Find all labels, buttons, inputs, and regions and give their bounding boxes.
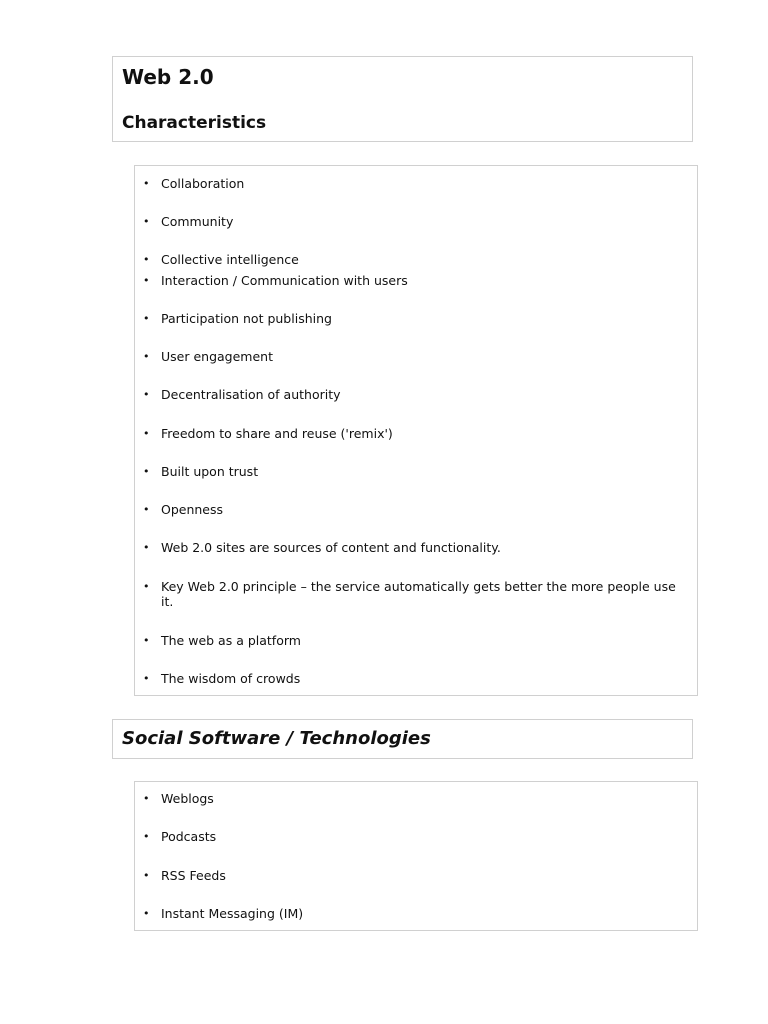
list-item: • Openness <box>143 502 224 517</box>
bullet-icon: • <box>143 503 150 516</box>
bullet-icon: • <box>143 830 150 843</box>
bullet-icon: • <box>143 634 150 647</box>
list-item: • Community <box>143 214 234 229</box>
bullet-icon: • <box>143 427 150 440</box>
list-item: • RSS Feeds <box>143 868 226 883</box>
bullet-icon: • <box>143 869 150 882</box>
list-item: • Web 2.0 sites are sources of content and functionality. <box>143 540 501 555</box>
bullet-icon: • <box>143 672 150 685</box>
list-item: • Instant Messaging (IM) <box>143 906 304 921</box>
list-item: • Interaction / Communication with users <box>143 273 408 288</box>
bullet-icon: • <box>143 274 150 287</box>
list-item: • Collaboration <box>143 176 245 191</box>
bullet-icon: • <box>143 388 150 401</box>
list-item: • The wisdom of crowds <box>143 671 301 686</box>
list-item: • The web as a platform <box>143 633 301 648</box>
bullet-icon: • <box>143 792 150 805</box>
bullet-icon: • <box>143 312 150 325</box>
header-box <box>112 56 693 142</box>
section-subtitle: Characteristics <box>122 113 267 133</box>
list-item: • Key Web 2.0 principle – the service automatically gets better the more people use it. <box>143 579 676 609</box>
section-heading-box <box>112 719 693 759</box>
bullet-icon: • <box>143 580 150 593</box>
list-item: • Freedom to share and reuse ('remix') <box>143 426 393 441</box>
characteristics-box <box>134 165 698 696</box>
page-title: Web 2.0 <box>122 65 214 89</box>
bullet-icon: • <box>143 350 150 363</box>
list-item: • Participation not publishing <box>143 311 332 326</box>
section-heading: Social Software / Technologies <box>122 728 431 749</box>
list-item: • Decentralisation of authority <box>143 387 341 402</box>
bullet-icon: • <box>143 253 150 266</box>
list-item: • Weblogs <box>143 791 214 806</box>
list-item: • Built upon trust <box>143 464 259 479</box>
technologies-box <box>134 781 698 931</box>
bullet-icon: • <box>143 907 150 920</box>
list-item: • Podcasts <box>143 829 217 844</box>
bullet-icon: • <box>143 541 150 554</box>
list-item: • User engagement <box>143 349 273 364</box>
bullet-icon: • <box>143 465 150 478</box>
list-item: • Collective intelligence <box>143 252 299 267</box>
bullet-icon: • <box>143 215 150 228</box>
bullet-icon: • <box>143 177 150 190</box>
